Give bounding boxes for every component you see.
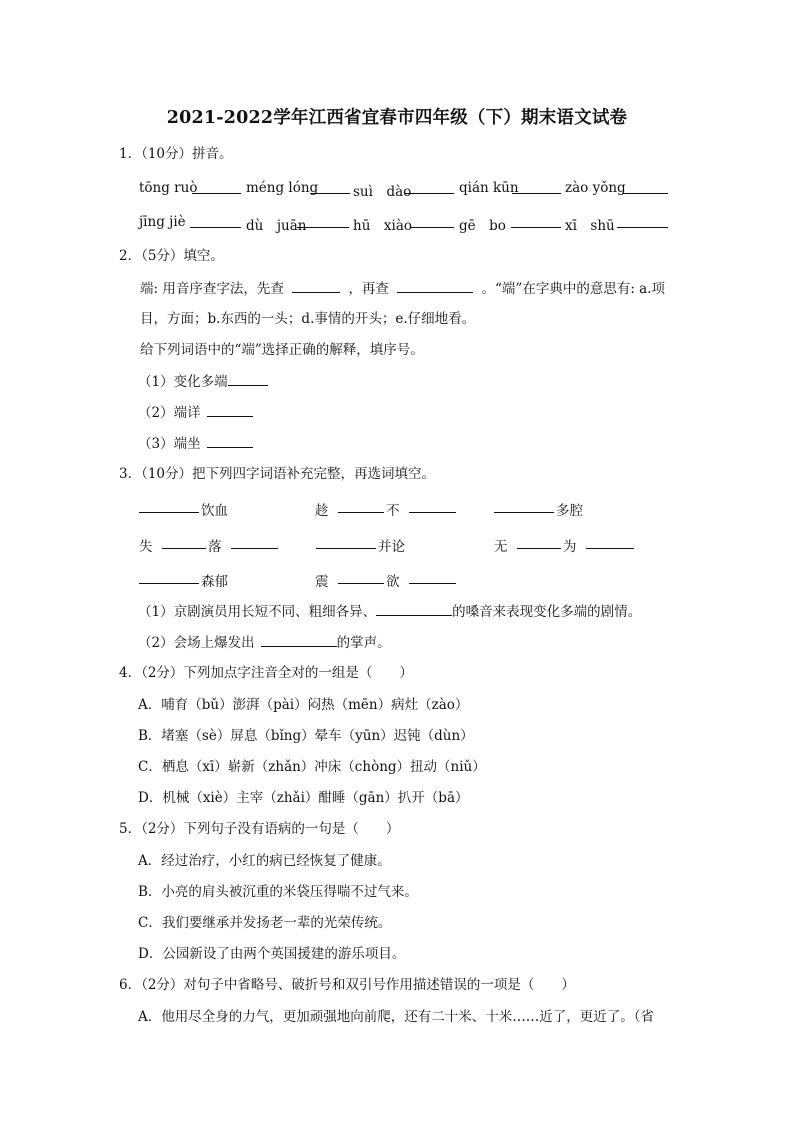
q2-item <box>138 434 253 453</box>
q5-option-d[interactable]: D．公园新设了由两个英国援建的游乐项目。 <box>138 946 406 962</box>
q6-header: 6．（2分）对句子中省略号、破折号和双引号作用描述错误的一项是（ ） <box>119 977 575 993</box>
pinyin-item: suì dào <box>353 184 412 200</box>
q3-text: 的掌声。 <box>336 635 391 651</box>
answer-blank[interactable] <box>376 602 452 616</box>
q2-item-text: （3）端坐 <box>138 436 201 452</box>
idiom-part: 趁 <box>315 503 329 519</box>
idiom-part: 震 <box>315 574 329 590</box>
idiom-part: 欲 <box>386 574 400 590</box>
q4-option-c[interactable]: C．栖息（xī）崭新（zhǎn）冲床（chòng）扭动（niǔ） <box>138 759 486 775</box>
idiom-part: 并论 <box>378 539 405 555</box>
q4-option-b[interactable]: B．堵塞（sè）屏息（bǐng）晕车（yūn）迟钝（dùn） <box>138 728 474 744</box>
q2-header: 2．（5分）填空。 <box>119 248 224 264</box>
q4-option-a[interactable]: A．哺育（bǔ）澎湃（pài）闷热（mēn）病灶（zào） <box>138 697 469 713</box>
q5-option-b[interactable]: B．小亮的肩头被沉重的米袋压得喘不过气来。 <box>138 884 418 900</box>
answer-blank[interactable] <box>261 633 337 647</box>
q4-header: 4．（2分）下列加点字注音全对的一组是（ ） <box>119 665 413 681</box>
answer-blank[interactable] <box>517 535 561 549</box>
q2-text: ，再查 <box>348 281 389 297</box>
pinyin-item: xī shū <box>565 218 615 234</box>
answer-blank[interactable] <box>411 214 454 228</box>
answer-blank[interactable] <box>310 180 350 194</box>
answer-blank[interactable] <box>190 214 241 228</box>
answer-blank[interactable] <box>139 499 199 513</box>
q3-text: 的嗓音来表现变化多端的剧情。 <box>452 604 642 620</box>
idiom-part: 饮血 <box>201 503 228 519</box>
answer-blank[interactable] <box>162 535 206 549</box>
pinyin-item: qián kūn <box>459 180 519 196</box>
q4-option-d[interactable]: D．机械（xiè）主宰（zhǎi）酣睡（gān）扒开（bā） <box>138 790 469 806</box>
pinyin-item: dù juān <box>246 218 307 234</box>
answer-blank[interactable] <box>338 499 384 513</box>
idiom-part: 无 <box>494 539 508 555</box>
q5-option-a[interactable]: A．经过治疗，小红的病已经恢复了健康。 <box>138 853 391 869</box>
q3-text: （2）会场上爆发出 <box>138 635 255 651</box>
pinyin-item: zào yǒng <box>565 180 626 196</box>
answer-blank[interactable] <box>511 214 561 228</box>
pinyin-item: tōng ruò <box>139 180 198 196</box>
answer-blank[interactable] <box>292 279 340 293</box>
answer-blank[interactable] <box>139 570 199 584</box>
answer-blank[interactable] <box>617 214 668 228</box>
answer-blank[interactable] <box>231 535 278 549</box>
answer-blank[interactable] <box>338 570 384 584</box>
idiom-part: 多腔 <box>556 503 583 519</box>
answer-blank[interactable] <box>409 570 456 584</box>
q1-header: 1．（10分）拼音。 <box>119 146 233 162</box>
pinyin-item: gē bo <box>459 218 506 234</box>
idiom-part: 森郁 <box>201 574 228 590</box>
answer-blank[interactable] <box>494 499 554 513</box>
q3-header: 3．（10分）把下列四字词语补充完整，再选词填空。 <box>119 466 436 482</box>
idiom-part: 为 <box>563 539 577 555</box>
answer-blank[interactable] <box>316 535 376 549</box>
answer-blank[interactable] <box>404 180 454 194</box>
answer-blank[interactable] <box>297 214 349 228</box>
answer-blank[interactable] <box>207 434 253 448</box>
answer-blank[interactable] <box>397 279 473 293</box>
q2-item-text: （2）端详 <box>138 405 201 421</box>
answer-blank[interactable] <box>409 499 456 513</box>
answer-blank[interactable] <box>512 180 561 194</box>
q2-item <box>138 372 268 391</box>
pinyin-item: jīng jiè <box>139 214 186 230</box>
q2-paragraph-1 <box>140 279 665 298</box>
answer-blank[interactable] <box>622 180 668 194</box>
q2-item <box>138 403 253 422</box>
q3-sentence-2 <box>138 633 391 652</box>
answer-blank[interactable] <box>586 535 634 549</box>
answer-blank[interactable] <box>228 372 268 386</box>
pinyin-item: hū xiào <box>353 218 412 234</box>
q2-text: 端: 用音序查字法，先查 <box>140 281 284 297</box>
q2-instruction: 给下列词语中的“端”选择正确的解释，填序号。 <box>140 342 424 358</box>
answer-blank[interactable] <box>192 180 241 194</box>
idiom-part: 不 <box>386 503 400 519</box>
q6-option-a[interactable]: A．他用尽全身的力气，更加顽强地向前爬，还有二十米、十米……近了，更近了。（省 <box>138 1009 654 1025</box>
idiom-part: 失 <box>139 539 153 555</box>
q5-header: 5．（2分）下列句子没有语病的一句是（ ） <box>119 821 400 837</box>
q2-paragraph-2: 目，方面；b.东西的一头；d.事情的开头；e.仔细地看。 <box>140 311 476 327</box>
idiom-part: 落 <box>208 539 222 555</box>
q3-text: （1）京剧演员用长短不同、粗细各异、 <box>138 604 377 620</box>
pinyin-item: méng lóng <box>246 180 319 196</box>
q2-text: 。“端”在字典中的意思有: a.项 <box>481 281 666 297</box>
q2-item-text: （1）变化多端 <box>138 374 228 390</box>
q5-option-c[interactable]: C．我们要继承并发扬老一辈的光荣传统。 <box>138 915 392 931</box>
page-title: 2021-2022学年江西省宜春市四年级（下）期末语文试卷 <box>166 108 628 128</box>
q3-sentence-1 <box>138 602 641 621</box>
answer-blank[interactable] <box>207 403 253 417</box>
